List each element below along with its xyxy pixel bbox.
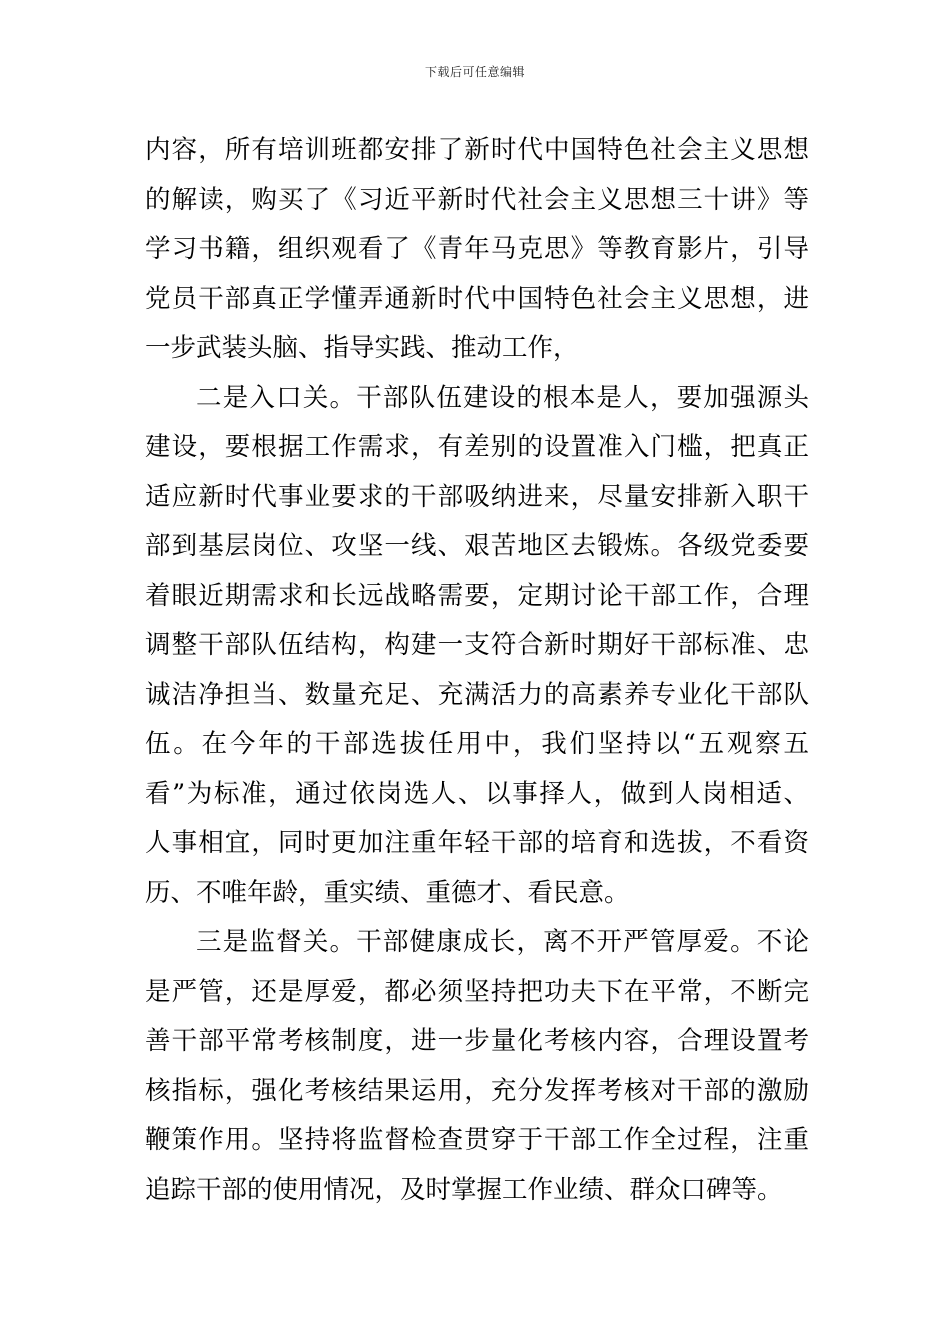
- text-line: 善干部平常考核制度，进一步量化考核内容，合理设置考: [145, 1026, 809, 1056]
- text-line: 三是监督关。干部健康成长，离不开严管厚爱。不论: [196, 927, 809, 957]
- text-line: 调整干部队伍结构，构建一支符合新时期好干部标准、忠: [145, 630, 809, 660]
- text-line: 学习书籍，组织观看了《青年马克思》等教育影片，引导: [145, 234, 809, 264]
- page-header: 下载后可任意编辑: [424, 65, 525, 79]
- text-line: 一步武装头脑、指导实践、推动工作，: [145, 333, 579, 363]
- text-line: 着眼近期需求和长远战略需要，定期讨论干部工作，合理: [145, 580, 809, 611]
- text-line: 是严管，还是厚爱，都必须坚持把功夫下在平常，不断完: [145, 976, 809, 1007]
- text-line: 人事相宜，同时更加注重年轻干部的培育和选拔，不看资: [145, 828, 809, 858]
- text-line: 伍。在今年的干部选拔任用中，我们坚持以“五观察五: [145, 729, 809, 759]
- text-line: 部到基层岗位、攻坚一线、艰苦地区去锻炼。各级党委要: [145, 531, 809, 561]
- text-line: 追踪干部的使用情况，及时掌握工作业绩、群众口碑等。: [145, 1174, 783, 1205]
- text-line: 历、不唯年龄，重实绩、重德才、看民意。: [145, 877, 630, 908]
- text-line: 二是入口关。干部队伍建设的根本是人，要加强源头: [196, 382, 809, 413]
- text-line: 适应新时代事业要求的干部吸纳进来，尽量安排新入职干: [145, 481, 809, 512]
- document-body: [145, 126, 809, 1215]
- text-line: 建设，要根据工作需求，有差别的设置准入门槛，把真正: [145, 432, 809, 462]
- text-line: 鞭策作用。坚持将监督检查贯穿于干部工作全过程，注重: [145, 1125, 809, 1155]
- text-line: 内容，所有培训班都安排了新时代中国特色社会主义思想: [145, 135, 809, 165]
- text-line: 的解读，购买了《习近平新时代社会主义思想三十讲》等: [145, 184, 809, 215]
- text-line: 诚洁净担当、数量充足、充满活力的高素养专业化干部队: [145, 679, 809, 710]
- paragraph: [145, 126, 809, 374]
- paragraph: [145, 918, 809, 1215]
- text-line: 核指标，强化考核结果运用，充分发挥考核对干部的激励: [145, 1075, 809, 1106]
- text-line: 党员干部真正学懂弄通新时代中国特色社会主义思想，进: [145, 283, 809, 314]
- paragraph: [145, 374, 809, 919]
- text-line: 看”为标准，通过依岗选人、以事择人，做到人岗相适、: [145, 778, 809, 809]
